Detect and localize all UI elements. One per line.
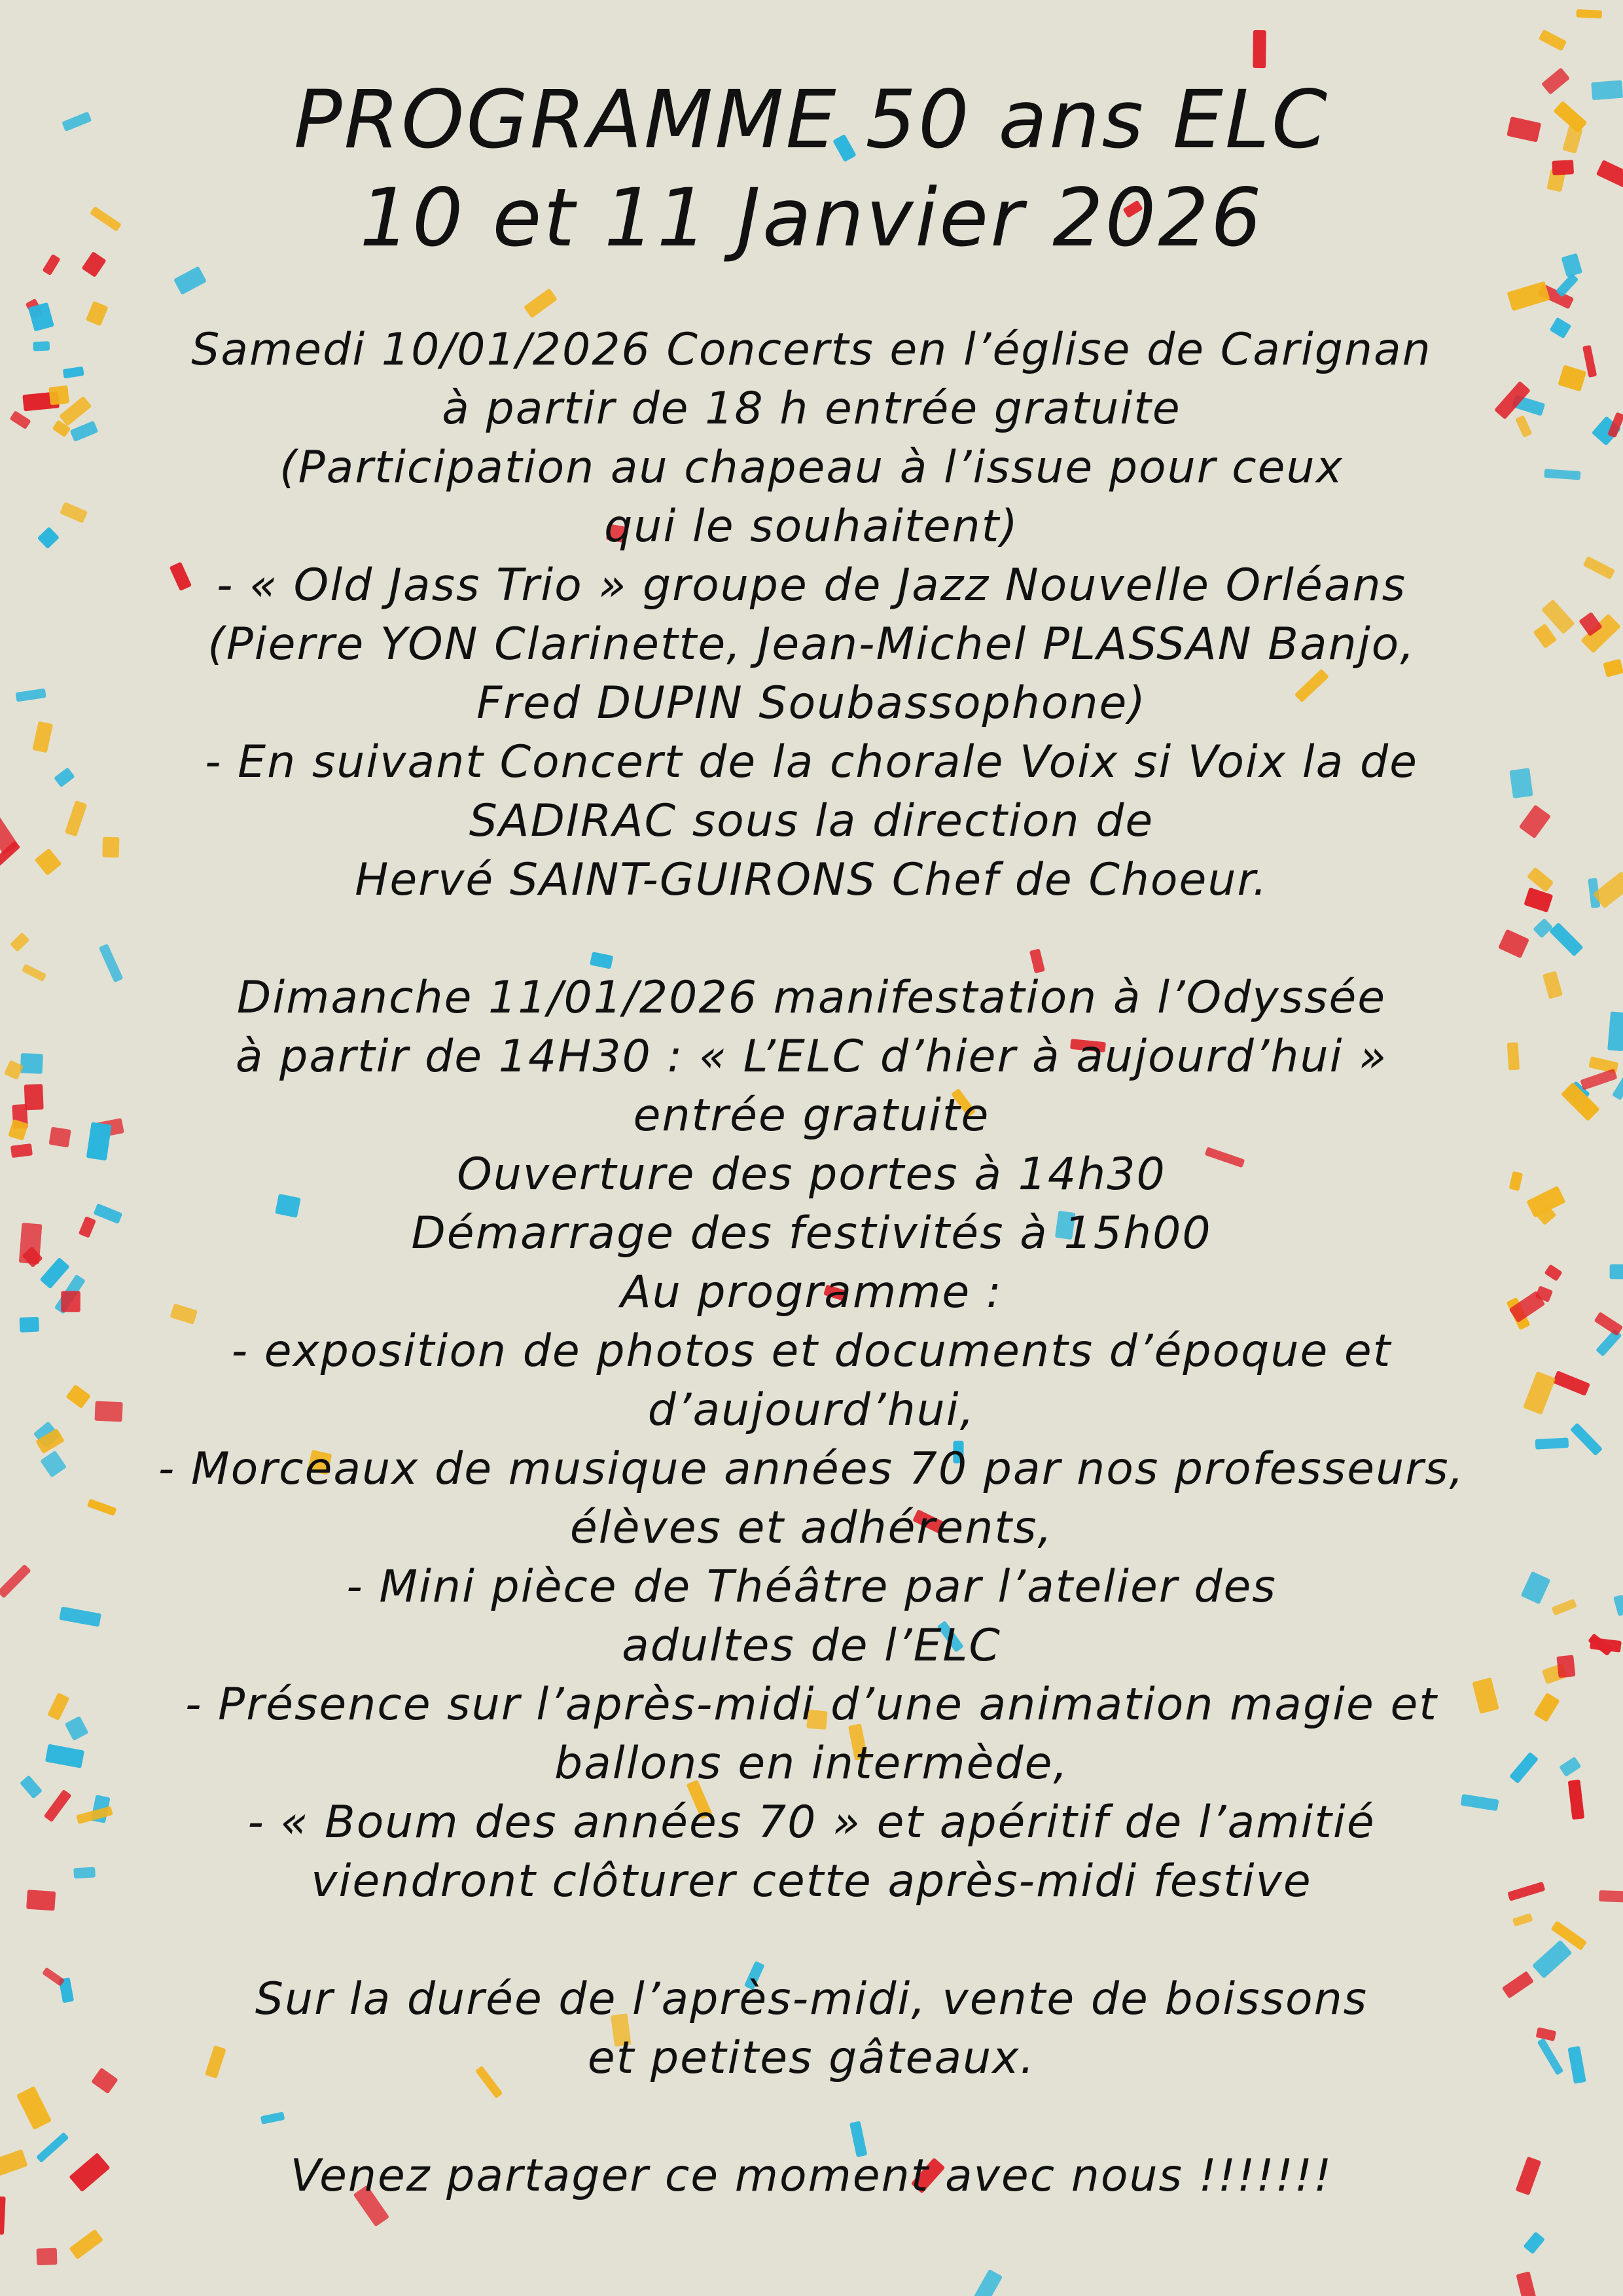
dimanche-line: - Morceaux de musique années 70 par nos professeurs, <box>158 1443 1465 1495</box>
samedi-line: Samedi 10/01/2026 Concerts en l’église de Carignan <box>191 324 1432 376</box>
dimanche-line: - Présence sur l’après-midi d’une animation magie et <box>185 1679 1438 1731</box>
dimanche-line: d’aujourd’hui, <box>647 1384 976 1436</box>
closing-invitation: Venez partager ce moment avec nous !!!!!!! <box>290 2150 1333 2202</box>
section-spacer <box>0 1911 1623 1970</box>
samedi-line: Hervé SAINT-GUIRONS Chef de Choeur. <box>355 854 1268 906</box>
dimanche-line: Dimanche 11/01/2026 manifestation à l’Odyssée <box>236 972 1387 1024</box>
samedi-section <box>0 321 1623 910</box>
dimanche-line: - « Boum des années 70 » et apéritif de l’amitié <box>247 1797 1376 1848</box>
samedi-line: SADIRAC sous la direction de <box>469 795 1154 847</box>
boissons-line: et petites gâteaux. <box>587 2032 1036 2084</box>
dimanche-line: Au programme : <box>620 1266 1003 1318</box>
samedi-line: Fred DUPIN Soubassophone) <box>476 677 1147 729</box>
dimanche-line: - exposition de photos et documents d’époque et <box>231 1325 1392 1377</box>
title-line-1: PROGRAMME 50 ans ELC <box>293 73 1330 166</box>
dimanche-line: adultes de l’ELC <box>622 1620 1001 1672</box>
programme-body <box>0 321 1623 2206</box>
dimanche-line: Démarrage des festivités à 15h00 <box>411 1208 1212 1259</box>
dimanche-line: entrée gratuite <box>633 1090 990 1141</box>
samedi-line: à partir de 18 h entrée gratuite <box>442 383 1181 435</box>
dimanche-line: à partir de 14H30 : « L’ELC d’hier à aujourd’hui » <box>235 1031 1388 1083</box>
samedi-line: qui le souhaitent) <box>604 501 1019 552</box>
samedi-line: (Pierre YON Clarinette, Jean-Michel PLASSAN Banjo, <box>207 619 1416 670</box>
dimanche-line: élèves et adhérents, <box>569 1502 1054 1554</box>
section-spacer <box>0 2088 1623 2147</box>
boissons-line: Sur la durée de l’après-midi, vente de boissons <box>255 1973 1368 2025</box>
boissons-section <box>0 1970 1623 2088</box>
dimanche-line: viendront clôturer cette après-midi festive <box>311 1856 1312 1907</box>
samedi-line: (Participation au chapeau à l’issue pour ceux <box>279 442 1344 493</box>
poster-title <box>0 71 1623 267</box>
dimanche-line: - Mini pièce de Théâtre par l’atelier des <box>346 1561 1277 1613</box>
dimanche-line: Ouverture des portes à 14h30 <box>457 1149 1166 1200</box>
dimanche-line: ballons en intermède, <box>554 1738 1069 1789</box>
samedi-line: - En suivant Concert de la chorale Voix si Voix la de <box>205 736 1418 788</box>
title-line-2: 10 et 11 Janvier 2026 <box>359 171 1264 264</box>
section-spacer <box>0 910 1623 969</box>
dimanche-section <box>0 969 1623 1911</box>
samedi-line: - « Old Jass Trio » groupe de Jazz Nouvelle Orléans <box>216 560 1407 611</box>
